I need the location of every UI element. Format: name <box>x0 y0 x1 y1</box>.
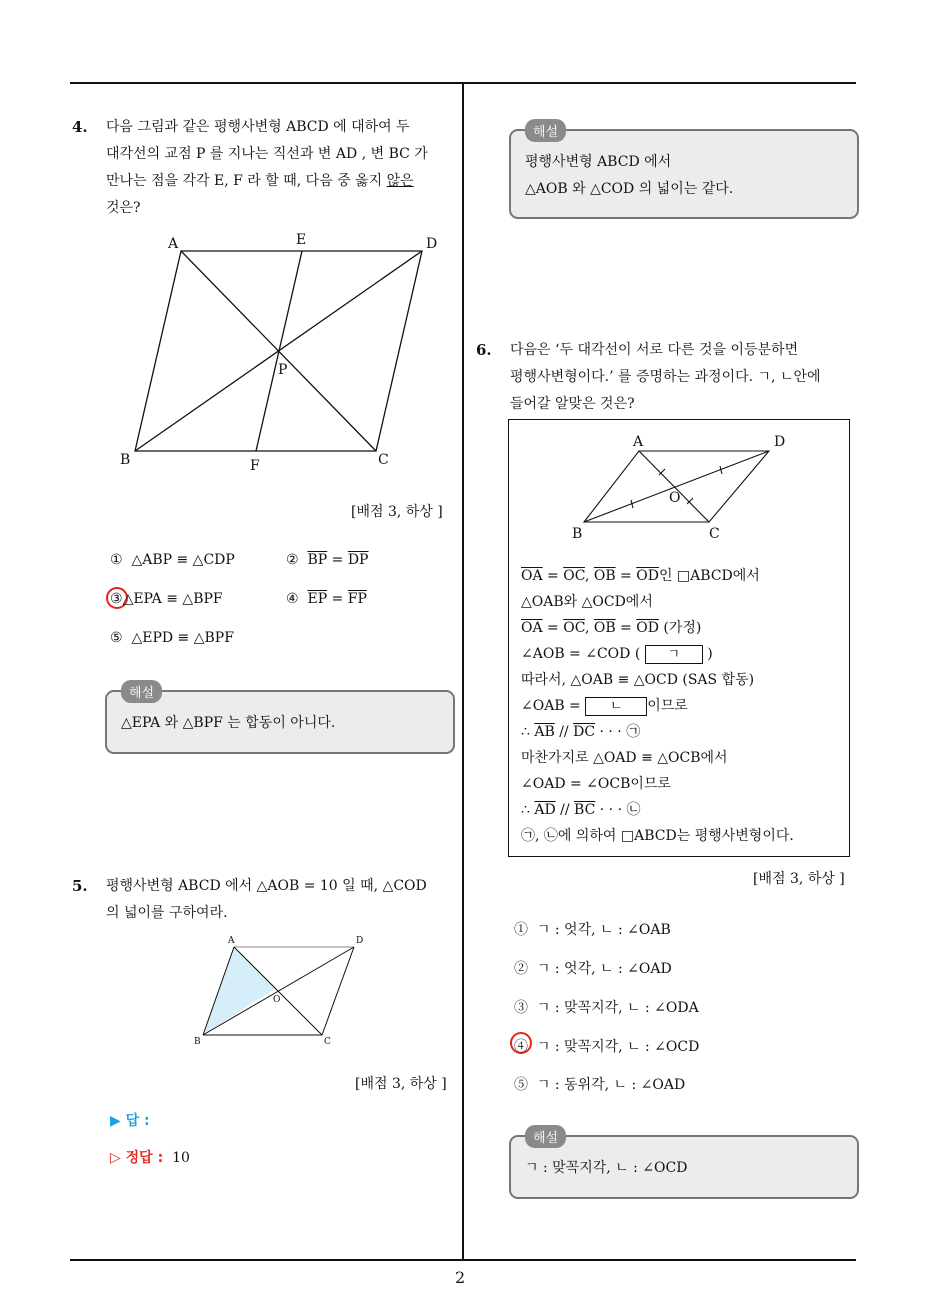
segment: $\overline{EP}$ <box>307 591 328 607</box>
q6-choice-5[interactable] <box>514 1074 685 1094</box>
q5-text-line: 평행사변형 ABCD 에서 △AOB = 10 일 때, △COD <box>106 878 427 894</box>
explanation-text <box>525 1155 687 1182</box>
proof-line-1 <box>521 563 794 589</box>
q4-choice-4[interactable] <box>286 591 367 607</box>
q4-text-line: 다음 그림과 같은 평행사변형 ABCD 에 대하여 두 <box>106 119 410 135</box>
q4-label-d: D <box>426 236 438 252</box>
column-divider <box>462 82 464 1260</box>
q6-explanation-box <box>509 1131 859 1199</box>
segment: $\overline{FP}$ <box>347 591 367 607</box>
q6-choice-1[interactable] <box>514 919 671 939</box>
choice-text: ㄱ : 엇각, ㄴ : ∠OAD <box>536 961 672 977</box>
proof-line-6 <box>521 693 794 719</box>
q5-shaded-triangle-aob <box>203 947 276 1035</box>
q6-choice-4[interactable] <box>514 1036 699 1056</box>
choice-number: ① <box>110 552 123 568</box>
proof-text: 이므로 <box>647 698 688 714</box>
answer-label: ▶ 답 : <box>110 1113 150 1129</box>
separator: , <box>584 568 594 584</box>
choice-text: ㄱ : 동위각, ㄴ : ∠OAD <box>536 1077 686 1093</box>
q5-label-d: D <box>356 936 364 946</box>
q5-parallelogram-figure <box>188 930 378 1050</box>
proof-line-7 <box>521 719 794 745</box>
q6-label-a: A <box>633 434 644 450</box>
equals: = <box>542 568 564 584</box>
segment: $\overline{AB}$ <box>534 724 555 740</box>
q5-explanation-box <box>509 125 859 219</box>
explanation-tag: 해설 <box>121 680 162 703</box>
proof-text: ∠OAB = <box>521 698 586 714</box>
proof-text: (가정) <box>658 620 702 636</box>
q5-text-line: 의 넓이를 구하여라. <box>106 905 228 921</box>
blank-nieun: ㄴ <box>585 697 647 716</box>
explanation-text <box>121 710 335 737</box>
q6-proof-box <box>508 419 850 857</box>
segment: $\overline{OC}$ <box>563 620 585 636</box>
q4-choice-5[interactable] <box>110 630 234 646</box>
q5-label-o: O <box>273 995 281 1005</box>
proof-line-4 <box>521 641 794 667</box>
equals: = <box>327 591 348 607</box>
parallel: // <box>555 802 575 818</box>
q6-diagonal-ac <box>639 451 709 522</box>
proof-text: ) <box>702 646 713 662</box>
proof-text: ∠AOB = ∠COD ( <box>521 646 645 662</box>
choice-text: ㄱ : 엇각, ㄴ : ∠OAB <box>536 922 671 938</box>
q5-score-meta: [배점 3, 하상 ] <box>355 1076 447 1092</box>
equals: = <box>615 568 637 584</box>
q6-parallelogram-figure <box>569 430 799 545</box>
separator: , <box>584 620 594 636</box>
q4-number: 4. <box>72 118 88 136</box>
therefore: ∴ <box>521 802 535 818</box>
parallel: // <box>554 724 574 740</box>
choice-number: ② <box>514 961 528 977</box>
proof-line-2: △OAB와 △OCD에서 <box>521 594 653 610</box>
q5-correct-answer <box>110 1147 190 1167</box>
q5-number: 5. <box>72 877 88 895</box>
blank-giyeok: ㄱ <box>645 645 703 664</box>
segment: $\overline{OD}$ <box>636 620 659 636</box>
explanation-tag: 해설 <box>525 119 566 142</box>
q4-text-line <box>106 168 428 195</box>
proof-text: 인 □ABCD에서 <box>658 568 760 584</box>
proof-line-11: ㉠, ㉡에 의하여 □ABCD는 평행사변형이다. <box>521 828 794 844</box>
choice-number: ③ <box>110 591 123 607</box>
choice-text: ㄱ : 맞꼭지각, ㄴ : ∠ODA <box>536 1000 699 1016</box>
q6-text-line: 평행사변형이다.’ 를 증명하는 과정이다. ㄱ, ㄴ안에 <box>510 369 821 385</box>
q6-choice-2[interactable] <box>514 958 672 978</box>
equals: = <box>542 620 564 636</box>
explanation-line: ㄱ : 맞꼭지각, ㄴ : ∠OCD <box>525 1160 688 1176</box>
choice-text: △EPA ≡ △BPF <box>122 591 223 607</box>
q5-text <box>106 873 427 927</box>
q4-choice-3[interactable] <box>110 591 223 607</box>
choice-number: ② <box>286 552 299 568</box>
explanation-tag: 해설 <box>525 1125 566 1148</box>
q5-answer-label <box>110 1110 150 1130</box>
proof-text: · · · ㉠ <box>595 724 641 740</box>
equals: = <box>615 620 637 636</box>
explanation-line: 평행사변형 ABCD 에서 <box>525 154 672 170</box>
bottom-rule <box>70 1259 856 1261</box>
q5-label-a: A <box>228 936 235 946</box>
q4-label-p: P <box>278 362 288 378</box>
therefore: ∴ <box>521 724 535 740</box>
segment: $\overline{OA}$ <box>521 620 543 636</box>
q6-score-meta: [배점 3, 하상 ] <box>753 871 845 887</box>
q4-parallelogram-figure <box>110 226 440 476</box>
q5-label-c: C <box>324 1037 331 1047</box>
q4-label-f: F <box>250 458 260 474</box>
q4-text-part: 만나는 점을 각각 E, F 라 할 때, 다음 중 옳지 <box>106 173 387 189</box>
q4-label-b: B <box>120 452 131 468</box>
choice-number: ⑤ <box>110 630 123 646</box>
proof-line-9: ∠OAD = ∠OCB이므로 <box>521 776 671 792</box>
q4-text-line: 대각선의 교점 P 를 지나는 직선과 변 AD , 변 BC 가 <box>106 146 428 162</box>
q4-explanation-box <box>105 686 455 754</box>
segment: $\overline{OB}$ <box>593 568 616 584</box>
explanation-line: △EPA 와 △BPF 는 합동이 아니다. <box>121 715 336 731</box>
q4-line-ef <box>256 251 302 451</box>
q6-text-line: 다음은 ‘두 대각선이 서로 다른 것을 이등분하면 <box>510 342 799 358</box>
segment: $\overline{OC}$ <box>563 568 585 584</box>
segment: $\overline{DC}$ <box>573 724 596 740</box>
q4-choice-2[interactable] <box>286 552 368 568</box>
choice-text: ㄱ : 맞꼭지각, ㄴ : ∠OCD <box>536 1039 700 1055</box>
correct-label: ▷ 정답 : <box>110 1150 164 1166</box>
q4-choice-1[interactable] <box>110 552 235 568</box>
q4-label-c: C <box>378 452 389 468</box>
segment: $\overline{AD}$ <box>534 802 556 818</box>
q6-number: 6. <box>476 341 492 359</box>
segment: $\overline{BC}$ <box>574 802 596 818</box>
q6-label-o: O <box>669 490 681 506</box>
page-number: 2 <box>455 1268 466 1287</box>
q6-label-c: C <box>709 526 720 542</box>
q6-label-d: D <box>774 434 786 450</box>
explanation-line: △AOB 와 △COD 의 넓이는 같다. <box>525 181 734 197</box>
segment: $\overline{OB}$ <box>593 620 616 636</box>
q6-label-b: B <box>572 526 583 542</box>
choice-number: ③ <box>514 1000 528 1016</box>
choice-text: △ABP ≡ △CDP <box>131 552 235 568</box>
proof-line-3 <box>521 615 794 641</box>
q6-text-line: 들어갈 알맞은 것은? <box>510 396 635 412</box>
segment: $\overline{DP}$ <box>347 552 369 568</box>
correct-value: 10 <box>172 1150 190 1166</box>
q4-score-meta: [배점 3, 하상 ] <box>351 504 443 520</box>
q6-text <box>510 337 821 418</box>
proof-line-8: 마찬가지로 △OAD ≡ △OCB에서 <box>521 750 728 766</box>
segment: $\overline{OA}$ <box>521 568 543 584</box>
proof-text: · · · ㉡ <box>595 802 641 818</box>
proof-line-10 <box>521 797 794 823</box>
proof-line-5: 따라서, △OAB ≡ △OCD (SAS 합동) <box>521 672 755 688</box>
segment: $\overline{OD}$ <box>636 568 659 584</box>
choice-number: ① <box>514 922 528 938</box>
choice-text: △EPD ≡ △BPF <box>131 630 234 646</box>
explanation-text <box>525 149 733 203</box>
equals: = <box>327 552 348 568</box>
choice-number: ④ <box>514 1039 528 1055</box>
q5-side-dc <box>322 947 354 1035</box>
q6-choice-3[interactable] <box>514 997 699 1017</box>
q4-text-line: 것은? <box>106 200 141 216</box>
choice-number: ⑤ <box>514 1077 528 1093</box>
q4-label-a: A <box>168 236 179 252</box>
q4-underlined-word: 않은 <box>386 173 414 189</box>
choice-number: ④ <box>286 591 299 607</box>
segment: $\overline{BP}$ <box>307 552 328 568</box>
q4-label-e: E <box>296 232 307 248</box>
q4-text <box>106 114 428 222</box>
q5-label-b: B <box>194 1037 201 1047</box>
q6-proof-lines <box>521 563 794 849</box>
